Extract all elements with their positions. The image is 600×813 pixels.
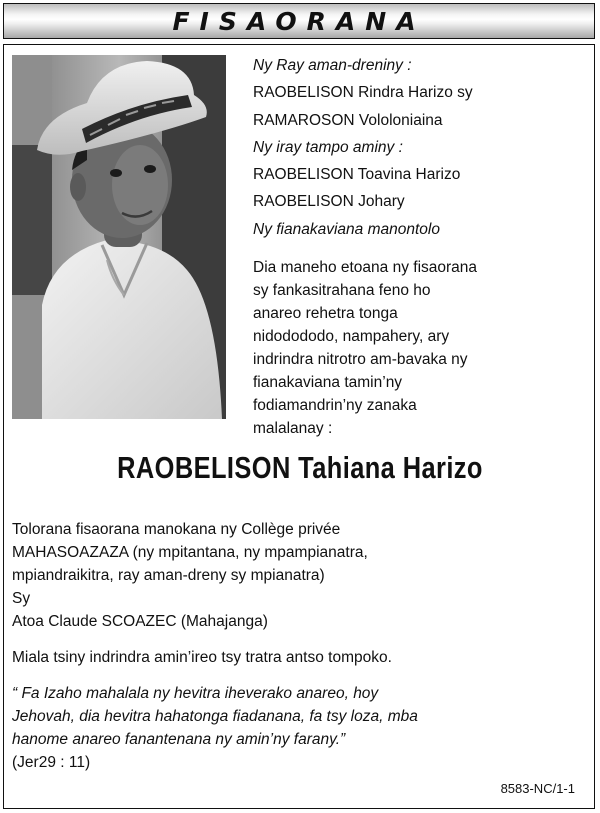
verse-line: “ Fa Izaho mahalala ny hevitra iheverako anareo, hoy xyxy=(12,685,379,702)
verse-line: Jehovah, dia hevitra hahatonga fiadanana, fa tsy loza, mba xyxy=(12,708,418,725)
intro-line: Dia maneho etoana ny fisaorana xyxy=(253,259,478,276)
deceased-name: RAOBELISON Tahiana Harizo xyxy=(117,450,483,485)
parent-name: RAOBELISON Rindra Harizo sy xyxy=(253,84,473,102)
paragraph-gap xyxy=(12,633,582,646)
intro-line: anareo rehetra tonga xyxy=(253,305,398,322)
intro-line: fodiamandrin’ny zanaka xyxy=(253,397,417,414)
sibling-name: RAOBELISON Toavina Harizo xyxy=(253,166,461,184)
intro-line: indrindra nitrotro am-bavaka ny xyxy=(253,351,468,368)
intro-line: fianakaviana tamin’ny xyxy=(253,374,403,391)
verse-line: hanome anareo fanantenana ny amin’ny farany.” xyxy=(12,731,346,748)
title-banner xyxy=(3,3,595,39)
thanks-line: MAHASOAZAZA (ny mpitantana, ny mpampianatra, xyxy=(12,544,368,561)
intro-paragraph xyxy=(253,256,583,440)
reference-code: 8583-NC/1-1 xyxy=(500,781,575,796)
intro-line: sy fankasitrahana feno ho xyxy=(253,282,431,299)
parent-name: RAMAROSON Vololoniaina xyxy=(253,111,443,129)
portrait-photo xyxy=(12,55,226,419)
sibling-name: RAOBELISON Johary xyxy=(253,193,405,211)
parents-heading: Ny Ray aman-dreniny : xyxy=(253,57,412,74)
verse-reference: (Jer29 : 11) xyxy=(12,754,91,771)
banner-title: FISAORANA xyxy=(172,7,426,36)
thanks-line: Tolorana fisaorana manokana ny Collège privée xyxy=(12,521,341,538)
paragraph-gap xyxy=(12,669,582,682)
thanks-line: Atoa Claude SCOAZEC (Mahajanga) xyxy=(12,613,268,630)
thanks-section xyxy=(12,518,582,774)
thanks-line: mpiandraikitra, ray aman-dreny sy mpianatra) xyxy=(12,567,325,584)
relatives-heading: Ny fianakaviana manontolo xyxy=(253,220,440,238)
thanks-line: Sy xyxy=(12,590,31,607)
intro-line: nidodododo, nampahery, ary xyxy=(253,328,450,345)
apology-line: Miala tsiny indrindra amin’ireo tsy tratra antso tompoko. xyxy=(12,649,392,666)
family-list xyxy=(253,52,583,243)
siblings-heading: Ny iray tampo aminy : xyxy=(253,138,403,156)
intro-line: malalanay : xyxy=(253,420,333,437)
